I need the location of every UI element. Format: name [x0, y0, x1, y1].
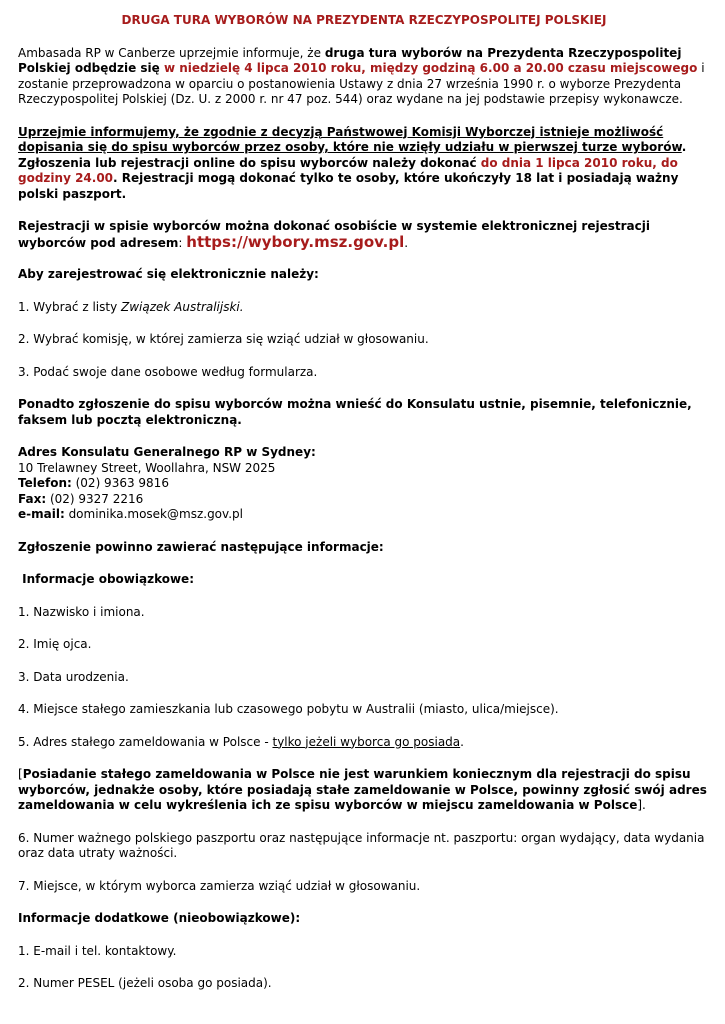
step-1-country: Związek Australijski.: [121, 299, 244, 314]
phone-label: Telefon:: [18, 476, 72, 490]
email-label: e-mail:: [18, 507, 65, 521]
online-text-3: .: [404, 235, 409, 250]
consulate-address: [18, 445, 710, 523]
residence-note: [18, 767, 710, 814]
address-heading: Adres Konsulatu Generalnego RP w Sydney:: [18, 445, 316, 459]
email-row: [18, 507, 710, 523]
registration-link[interactable]: https://wybory.msz.gov.pl: [186, 232, 405, 251]
contents-heading: Zgłoszenie powinno zawierać następujące informacje:: [18, 539, 384, 554]
mandatory-item-6: 6. Numer ważnego polskiego paszportu oraz następujące informacje nt. paszportu: organ wydający, data wydania oraz data utraty ważności.: [18, 830, 705, 860]
online-text-1: Rejestracji w spisie wyborców można dokonać osobiście w systemie elektronicznej rejestracji wyborców pod adresem: [18, 219, 650, 250]
mandatory-item-5-text: 5. Adres stałego zameldowania w Polsce -: [18, 734, 273, 749]
registration-text-4: . Rejestracji mogą dokonać tylko te osoby, które ukończyły 18 lat i posiadają ważny polski paszport.: [18, 171, 679, 201]
mandatory-item-7: 7. Miejsce, w którym wyborca zamierza wziąć udział w głosowaniu.: [18, 878, 421, 893]
registration-deadline: do dnia 1 lipca 2010 roku, do godziny 24.00: [18, 155, 678, 185]
fax-row: [18, 492, 710, 508]
optional-heading: Informacje dodatkowe (nieobowiązkowe):: [18, 911, 301, 925]
intro-text-1: Ambasada RP w Canberze uprzejmie informuje, że: [18, 45, 325, 60]
step-3: 3. Podać swoje dane osobowe według formularza.: [18, 364, 318, 379]
mandatory-item-5: [18, 735, 710, 751]
registration-text-2: . Zgłoszenia lub rejestracji online do spisu wyborców należy dokonać: [18, 140, 687, 170]
registration-paragraph: [18, 125, 710, 203]
mandatory-item-5-condition: tylko jeżeli wyborca go posiada: [272, 734, 461, 749]
intro-text-2: druga tura wyborów na Prezydenta Rzeczypospolitej Polskiej odbędzie się: [18, 45, 682, 75]
address-street: 10 Trelawney Street, Woollahra, NSW 2025: [18, 460, 276, 475]
mandatory-heading: Informacje obowiązkowe:: [18, 572, 194, 586]
phone-row: [18, 476, 710, 492]
how-heading: Aby zarejestrować się elektronicznie należy:: [18, 267, 319, 281]
page-title: DRUGA TURA WYBORÓW NA PREZYDENTA RZECZYPOSPOLITEJ POLSKIEJ: [121, 13, 607, 27]
consulate-note: Ponadto zgłoszenie do spisu wyborców można wnieść do Konsulatu ustnie, pisemnie, telefonicznie, faksem lub pocztą elektroniczną.: [18, 397, 692, 427]
document-page: [18, 13, 710, 992]
online-text-2: :: [178, 235, 187, 250]
fax-label: Fax:: [18, 491, 47, 506]
step-1-text: 1. Wybrać z listy: [18, 299, 121, 314]
optional-item-2: 2. Numer PESEL (jeżeli osoba go posiada).: [18, 976, 272, 990]
optional-item-1: 1. E-mail i tel. kontaktowy.: [18, 943, 177, 958]
note-close-bracket: ].: [637, 798, 646, 812]
intro-paragraph: [18, 46, 710, 108]
note-open-bracket: [: [18, 767, 23, 781]
fax-value: (02) 9327 2216: [46, 491, 144, 506]
mandatory-item-3: 3. Data urodzenia.: [18, 669, 129, 684]
note-text: Posiadanie stałego zameldowania w Polsce nie jest warunkiem koniecznym dla rejestracji do spisu wyborców, jednakże osoby, które posiadają stałe zameldowanie w Polsce, powinny zgłosić swój adres zameldowania w celu wykreślenia ich ze spisu wyborców w miejscu zameldowania w Polsce: [18, 767, 707, 812]
mandatory-item-5-end: .: [460, 734, 464, 749]
phone-value: (02) 9363 9816: [71, 476, 169, 490]
election-date: w niedzielę 4 lipca 2010 roku, między godziną 6.00 a 20.00 czasu miejscowego: [163, 61, 698, 75]
mandatory-item-2: 2. Imię ojca.: [18, 637, 92, 651]
mandatory-item-1: 1. Nazwisko i imiona.: [18, 604, 145, 619]
mandatory-item-4: 4. Miejsce stałego zamieszkania lub czasowego pobytu w Australii (miasto, ulica/miejsce).: [18, 702, 559, 716]
intro-text-4: i zostanie przeprowadzona w oparciu o postanowienia Ustawy z dnia 27 września 1990 r. o wyborze Prezydenta Rzeczypospolitej Polskiej (Dz. U. z 2000 r. nr 47 poz. 544) oraz wydane na jej podstawie przepisy wykonawcze.: [18, 61, 705, 106]
online-paragraph: [18, 219, 710, 251]
registration-text-1: Uprzejmie informujemy, że zgodnie z decyzją Państwowej Komisji Wyborczej istnieje możliwość dopisania się do spisu wyborców przez osoby, które nie wzięły udziału w pierwszej turze wyborów: [18, 124, 682, 154]
step-2: 2. Wybrać komisję, w której zamierza się wziąć udział w głosowaniu.: [18, 332, 429, 346]
email-value[interactable]: dominika.mosek@msz.gov.pl: [64, 507, 243, 521]
step-1: [18, 300, 710, 316]
